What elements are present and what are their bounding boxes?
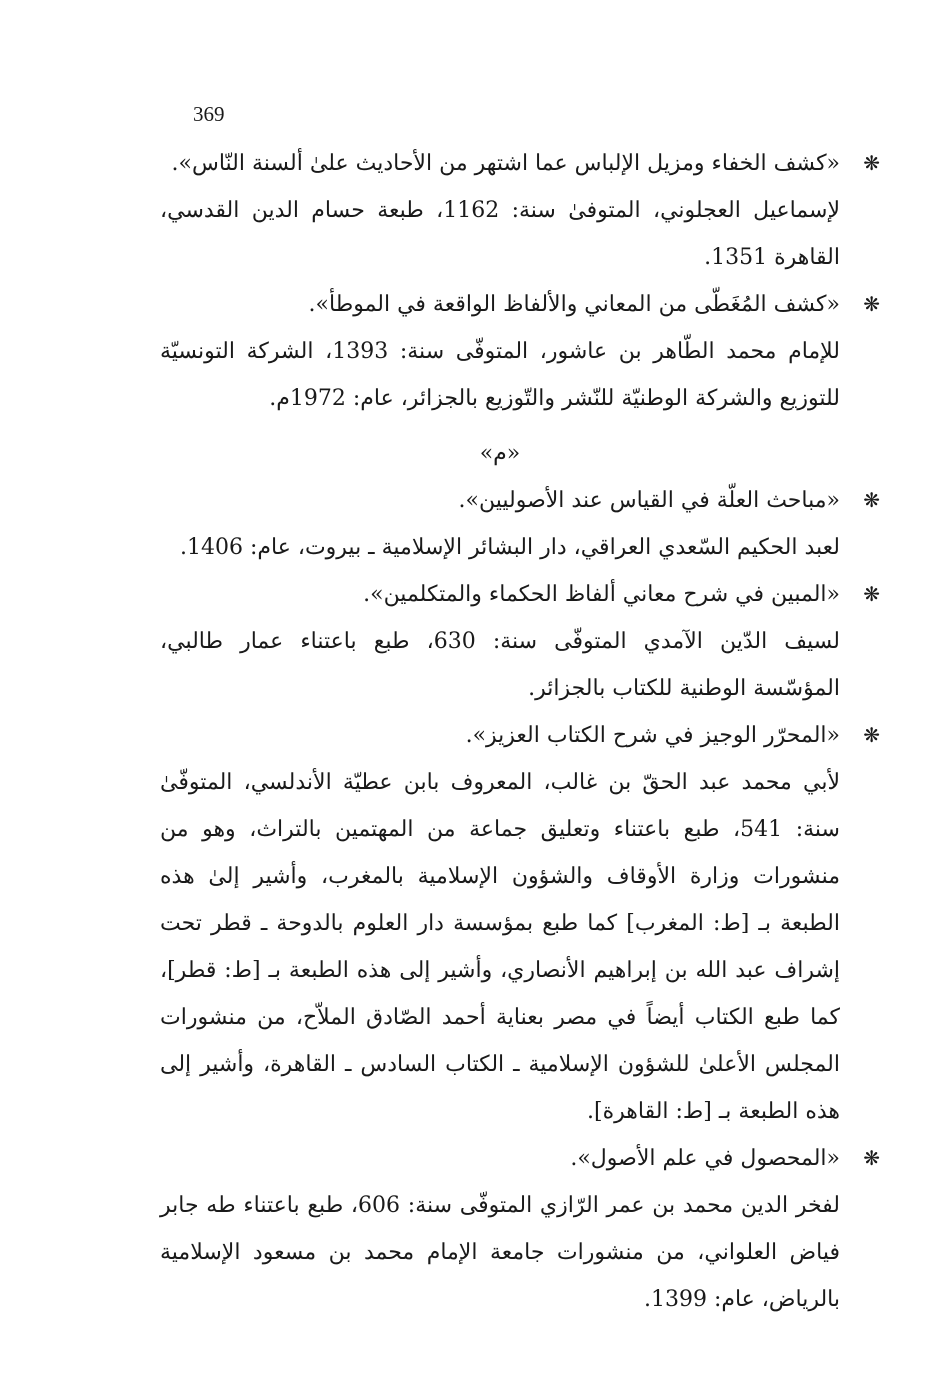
asterisk-bullet-icon: ❋ [863, 582, 880, 606]
entry-body: للإمام محمد الطّاهر بن عاشور، المتوفّى سنة: 1393، الشركة التونسيّة للتوزيع والشركة الوطنيّة للنّشر والتّوزيع بالجزائر، عام: 1972م. [160, 339, 841, 411]
entry-body: لإسماعيل العجلوني، المتوفىٰ سنة: 1162، طبعة حسام الدين القدسي، القاهرة 1351. [160, 198, 840, 270]
entry-title-text: «كشف الخفاء ومزيل الإلباس عما اشتهر من الأحاديث علىٰ ألسنة النّاس». [171, 151, 840, 176]
entry-title [160, 571, 880, 618]
section-heading: «م» [479, 441, 521, 466]
entry-title-text: «المحصول في علم الأصول». [570, 1146, 840, 1171]
asterisk-bullet-icon: ❋ [863, 292, 880, 316]
entry-title [160, 477, 880, 524]
entry-body: لأبي محمد عبد الحقّ بن غالب، المعروف بابن عطيّة الأندلسي، المتوفّىٰ سنة: 541، طبع باعتناء وتعليق جماعة من المهتمين بالتراث، وهو من منشورات وزارة الأوقاف والشؤون الإسلامية بالمغرب، وأشير إلىٰ هذه الطبعة بـ [ط: المغرب] كما طبع بمؤسسة دار العلوم بالدوحة ـ قطر تحت إشراف عبد الله بن إبراهيم الأنصاري، وأشير إلى هذه الطبعة بـ [ط: قطر]، كما طبع الكتاب أيضاً في مصر بعناية أحمد الصّادق الملاّح، من منشورات المجلس الأعلىٰ للشؤون الإسلامية ـ الكتاب السادس ـ القاهرة، وأشير إلى هذه الطبعة بـ [ط: القاهرة]. [160, 770, 840, 1124]
asterisk-bullet-icon: ❋ [863, 723, 880, 747]
entry-body: لسيف الدّين الآمدي المتوفّى سنة: 630، طبع باعتناء عمار طالبي، المؤسّسة الوطنية للكتاب بالجزائر. [160, 629, 840, 701]
bibliography-entry [160, 571, 880, 712]
bibliography-entry [160, 712, 880, 1135]
asterisk-bullet-icon: ❋ [863, 151, 880, 175]
entry-body: لعبد الحكيم السّعدي العراقي، دار البشائر الإسلامية ـ بيروت، عام: 1406. [180, 535, 840, 560]
entry-title-text: «المبين في شرح معاني ألفاظ الحكماء والمتكلمين». [363, 582, 840, 607]
bibliography-entry [160, 281, 880, 422]
bibliography-entry [160, 1135, 880, 1323]
bibliography-entry [160, 477, 880, 571]
entry-body: لفخر الدين محمد بن عمر الرّازي المتوفّى سنة: 606، طبع باعتناء طه جابر فياض العلواني، من منشورات جامعة الإمام محمد بن مسعود الإسلامية بالرياض، عام: 1399. [160, 1193, 841, 1312]
asterisk-bullet-icon: ❋ [863, 488, 880, 512]
asterisk-bullet-icon: ❋ [863, 1146, 880, 1170]
entry-title-text: «المحرّر الوجيز في شرح الكتاب العزيز». [465, 723, 840, 748]
entry-title [160, 1135, 880, 1182]
entry-title [160, 140, 880, 187]
page-number: 369 [193, 102, 225, 126]
bibliography-entry [160, 140, 880, 281]
entry-title-text: «كشف المُغَطّى من المعاني والألفاظ الواقعة في الموطأ». [308, 292, 840, 317]
entry-title [160, 712, 880, 759]
bibliography-list [160, 140, 880, 1323]
entry-title [160, 281, 880, 328]
entry-title-text: «مباحث العلّة في القياس عند الأصوليين». [458, 488, 840, 513]
